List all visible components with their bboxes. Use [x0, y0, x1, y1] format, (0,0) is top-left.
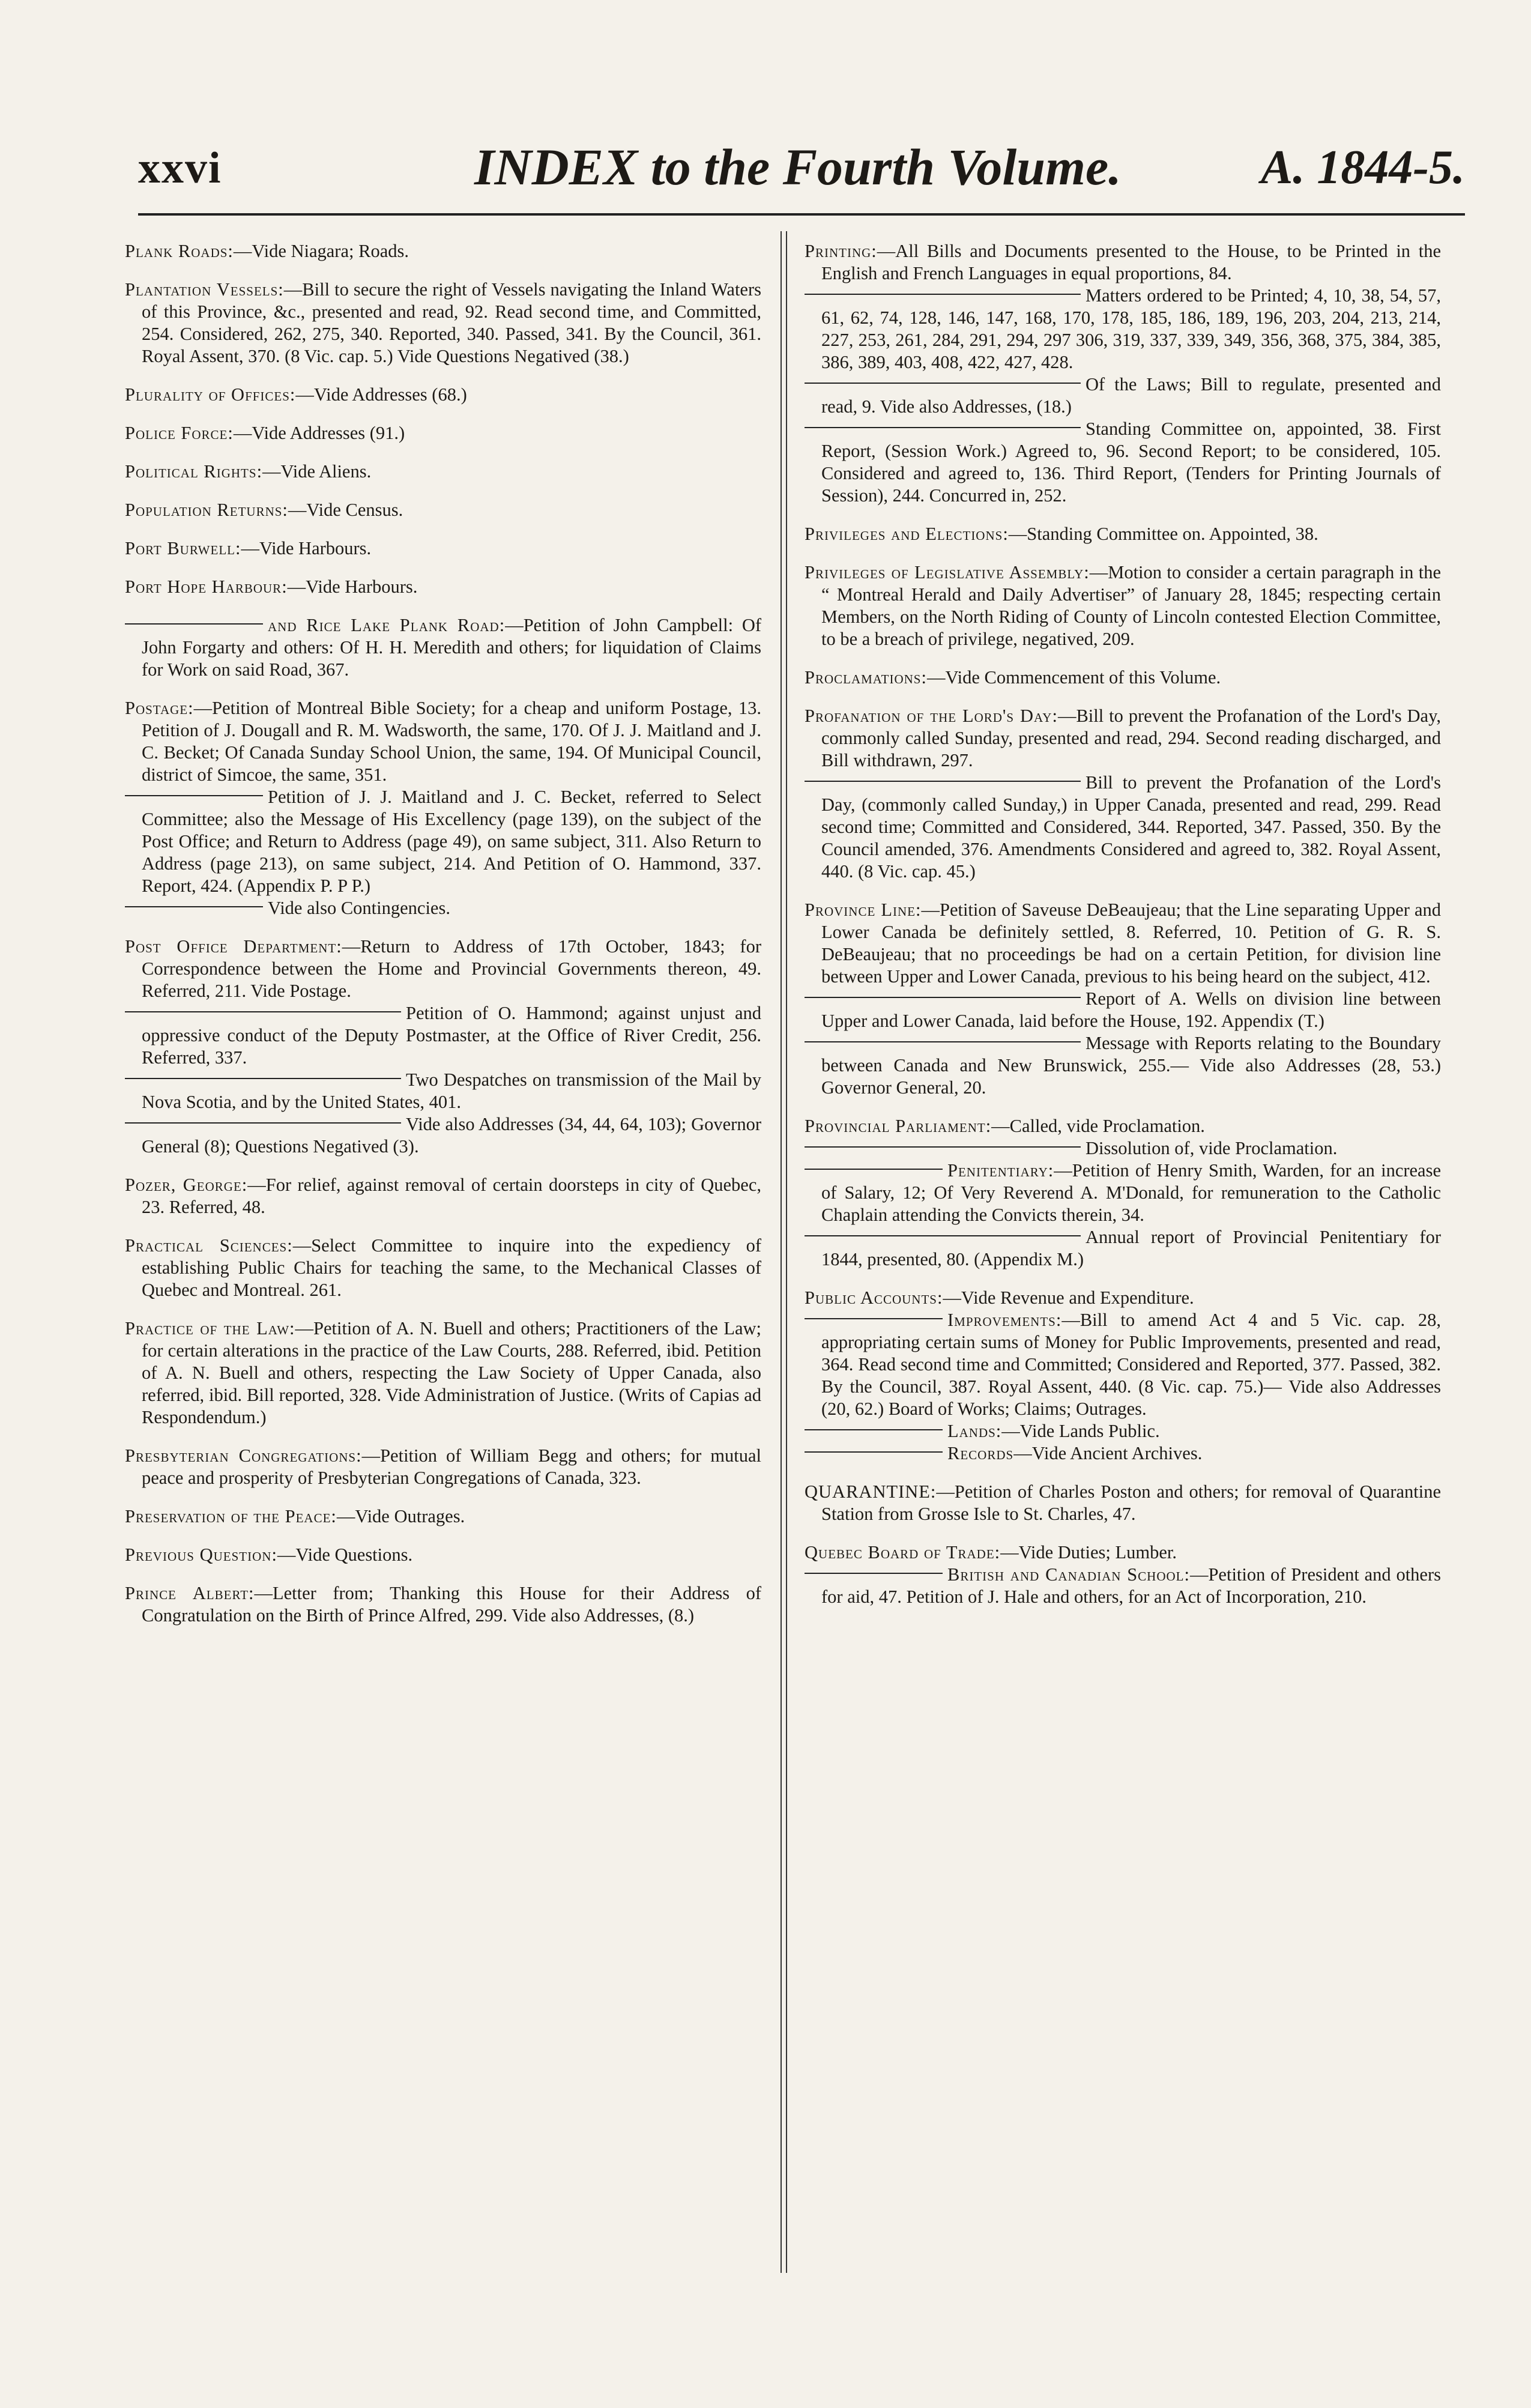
entry-text: —Petition of Charles Poston and others; for removal of Quarantine Station from Grosse Isle to St. Charles, 47. — [821, 1481, 1441, 1524]
index-entry — [805, 285, 1441, 374]
entry-text: —Vide Ancient Archives. — [1013, 1443, 1203, 1463]
entry-text: —Vide Harbours. — [287, 576, 418, 597]
entry-text: Standing Committee on, appointed, 38. First Report, (Session Work.) Agreed to, 96. Second Report; to be considered, 105. Considered and agreed to, 136. Third Report, (Tenders for Printing Journals of Session), 244. Concurred in, 252. — [821, 419, 1441, 506]
ditto-rule — [805, 1573, 943, 1580]
entry-heading: Penitentiary: — [947, 1160, 1054, 1181]
ditto-rule — [805, 997, 1081, 1004]
entry-text: —Bill to secure the right of Vessels navigating the Inland Waters of this Province, &c., presented and read, 92. Read second time, and Committed, 254. Considered, 262, 275, 340. Reported, 340. Passed, 341. By the Council, 361. Royal Assent, 370. (8 Vic. cap. 5.) Vide Questions Negatived (38.) — [142, 279, 761, 366]
ditto-rule — [805, 1169, 943, 1176]
index-entry — [805, 1442, 1441, 1465]
entry-heading: QUARANTINE: — [805, 1481, 937, 1502]
entry-text: Report of A. Wells on division line between Upper and Lower Canada, laid before the House, 192. Appendix (T.) — [821, 988, 1441, 1031]
entry-text: —Vide Niagara; Roads. — [233, 241, 409, 261]
index-entry — [125, 499, 761, 521]
right-column — [805, 240, 1441, 1624]
entry-heading: Improvements: — [947, 1310, 1062, 1330]
index-entry — [805, 1032, 1441, 1099]
entry-text: —Vide Revenue and Expenditure. — [943, 1287, 1194, 1308]
entry-text: —Petition of A. N. Buell and others; Practitioners of the Law; for certain alterations in the practice of the Law Courts, 288. Referred, ibid. Petition of A. N. Buell and others, respecting the Law Society of Upper Canada, also referred, ibid. Bill reported, 328. Vide Administration of Justice. (Writs of Capias ad Respondendum.) — [142, 1318, 761, 1427]
index-entry — [125, 240, 761, 262]
index-entry — [125, 422, 761, 444]
ditto-rule — [125, 1078, 401, 1085]
ditto-rule — [125, 623, 263, 631]
entry-text: —Return to Address of 17th October, 1843; for Correspondence between the Home and Provincial Governments thereon, 49. Referred, 211. Vide Postage. — [142, 936, 761, 1001]
entry-text: —Vide Aliens. — [262, 461, 372, 482]
entry-heading: Pozer, George: — [125, 1175, 248, 1195]
left-column — [125, 240, 761, 1643]
index-entry — [805, 705, 1441, 772]
entry-heading: and Rice Lake Plank Road: — [268, 615, 506, 635]
entry-text: —Vide Outrages. — [336, 1506, 465, 1526]
index-entry — [805, 1481, 1441, 1525]
page-header — [138, 137, 1465, 203]
entry-heading: Public Accounts: — [805, 1287, 943, 1308]
index-entry — [805, 899, 1441, 988]
index-entry — [125, 1505, 761, 1528]
entry-heading: Practice of the Law: — [125, 1318, 295, 1339]
index-entry — [805, 1115, 1441, 1137]
entry-heading: Privileges and Elections: — [805, 524, 1009, 544]
entry-text: Of the Laws; Bill to regulate, presented and read, 9. Vide also Addresses, (18.) — [821, 374, 1441, 417]
entry-text: —Vide Addresses (68.) — [295, 384, 467, 405]
entry-text: Vide also Contingencies. — [268, 898, 450, 918]
index-entry — [125, 786, 761, 897]
entry-text: Matters ordered to be Printed; 4, 10, 38, 54, 57, 61, 62, 74, 128, 146, 147, 168, 170, 178, 185, 186, 189, 196, 203, 204, 213, 214, 227, 253, 261, 284, 291, 294, 297 306, 319, 337, 339, 349, 356, 368, 375, 384, 385, 386, 389, 403, 408, 422, 427, 428. — [821, 285, 1441, 372]
index-entry — [125, 1544, 761, 1566]
index-entry — [125, 897, 761, 919]
entry-text: —Vide Duties; Lumber. — [1000, 1542, 1177, 1562]
index-entry — [125, 1582, 761, 1627]
index-entry — [125, 936, 761, 1002]
entry-text: Two Despatches on transmission of the Mail by Nova Scotia, and by the United States, 401. — [142, 1069, 761, 1112]
index-entry — [805, 1564, 1441, 1608]
entry-heading: Provincial Parliament: — [805, 1116, 992, 1136]
entry-heading: Presbyterian Congregations: — [125, 1445, 362, 1466]
ditto-rule — [805, 1041, 1081, 1048]
index-entry — [125, 1235, 761, 1301]
index-entry — [805, 1137, 1441, 1160]
volume-year: A. 1844-5. — [1261, 141, 1465, 194]
entry-heading: Previous Question: — [125, 1544, 277, 1565]
entry-heading: Practical Sciences: — [125, 1235, 293, 1256]
ditto-rule — [125, 1011, 401, 1018]
index-entry — [805, 561, 1441, 650]
index-entry — [125, 576, 761, 598]
entry-text: —Vide Lands Public. — [1001, 1421, 1160, 1441]
entry-heading: Post Office Department: — [125, 936, 342, 957]
entry-text: —Vide Questions. — [277, 1544, 413, 1565]
ditto-rule — [805, 294, 1081, 301]
entry-text: —For relief, against removal of certain doorsteps in city of Quebec, 23. Referred, 48. — [142, 1175, 761, 1217]
entry-heading: Records — [947, 1443, 1014, 1463]
entry-text: Vide also Addresses (34, 44, 64, 103); Governor General (8); Questions Negatived (3). — [142, 1114, 761, 1157]
index-entry — [125, 1069, 761, 1113]
index-entry — [125, 279, 761, 368]
index-entry — [805, 1309, 1441, 1420]
index-entry — [805, 772, 1441, 883]
ditto-rule — [125, 906, 263, 913]
entry-text: —Vide Commencement of this Volume. — [926, 667, 1221, 688]
entry-heading: British and Canadian School: — [947, 1564, 1190, 1585]
entry-heading: Profanation of the Lord's Day: — [805, 706, 1058, 726]
entry-heading: Proclamations: — [805, 667, 927, 688]
ditto-rule — [805, 1451, 943, 1459]
entry-text: —Letter from; Thanking this House for their Address of Congratulation on the Birth of Prince Alfred, 299. Vide also Addresses, (8.) — [142, 1583, 761, 1626]
entry-heading: Privileges of Legislative Assembly: — [805, 562, 1090, 582]
entry-text: —Petition of John Campbell: Of John Forgarty and others: Of H. H. Meredith and others; for liquidation of Claims for Work on said Road, 367. — [142, 615, 762, 680]
index-entry — [805, 1160, 1441, 1226]
entry-text: —Petition of William Begg and others; for mutual peace and prosperity of Presbyterian Congregations of Canada, 323. — [142, 1445, 761, 1488]
entry-heading: Plantation Vessels: — [125, 279, 284, 300]
ditto-rule — [805, 1235, 1081, 1242]
entry-text: —Standing Committee on. Appointed, 38. — [1008, 524, 1318, 544]
index-entry — [125, 1174, 761, 1218]
entry-heading: Political Rights: — [125, 461, 263, 482]
entry-heading: Police Force: — [125, 423, 234, 443]
entry-text: —All Bills and Documents presented to the House, to be Printed in the English and French Languages in equal proportions, 84. — [821, 241, 1441, 283]
index-entry — [805, 1420, 1441, 1442]
entry-text: Bill to prevent the Profanation of the Lord's Day, (commonly called Sunday,) in Upper Canada, presented and read, 299. Read second time; Committed and Considered, 344. Reported, 347. Passed, 350. By the Council amended, 376. Amendments Considered and agreed to, 382. Royal Assent, 440. (8 Vic. cap. 45.) — [821, 772, 1441, 882]
index-entry — [125, 1113, 761, 1158]
entry-text: —Bill to prevent the Profanation of the Lord's Day, commonly called Sunday, presented and read, 294. Second reading discharged, and Bill withdrawn, 297. — [821, 706, 1441, 770]
ditto-rule — [805, 1146, 1081, 1154]
entry-heading: Province Line: — [805, 900, 922, 920]
page-title: INDEX to the Fourth Volume. — [474, 138, 1122, 196]
index-entry — [125, 1317, 761, 1429]
entry-text: Message with Reports relating to the Boundary between Canada and New Brunswick, 255.— Vide also Addresses (28, 53.) Governor General, 20. — [821, 1033, 1441, 1098]
header-rule — [138, 213, 1465, 216]
index-entry — [805, 1287, 1441, 1309]
index-entry — [805, 988, 1441, 1032]
ditto-rule — [805, 427, 1081, 434]
index-entry — [805, 1226, 1441, 1271]
entry-heading: Preservation of the Peace: — [125, 1506, 337, 1526]
entry-heading: Plurality of Offices: — [125, 384, 296, 405]
ditto-rule — [125, 795, 263, 802]
entry-text: —Bill to amend Act 4 and 5 Vic. cap. 28, appropriating certain sums of Money for Public Improvements, presented and read, 364. Read second time and Committed; Considered and Reported, 377. Passed, 382. By the Council, 387. Royal Assent, 440. (8 Vic. cap. 75.)— Vide also Addresses (20, 62.) Board of Works; Claims; Outrages. — [821, 1310, 1441, 1419]
index-entry — [125, 461, 761, 483]
index-entry — [125, 537, 761, 560]
index-entry — [805, 240, 1441, 285]
entry-heading: Postage: — [125, 698, 194, 718]
index-entry — [125, 384, 761, 406]
entry-heading: Prince Albert: — [125, 1583, 255, 1603]
entry-text: Petition of O. Hammond; against unjust and oppressive conduct of the Deputy Postmaster, at the Office of River Credit, 256. Referred, 337. — [142, 1003, 761, 1068]
ditto-rule — [805, 1429, 943, 1436]
entry-text: —Petition of Montreal Bible Society; for a cheap and uniform Postage, 13. Petition of J. Dougall and R. M. Wadsworth, the same, 170. Of J. J. Maitland and J. C. Becket; Of Canada Sunday School Union, the same, 194. Of Municipal Council, district of Simcoe, the same, 351. — [142, 698, 761, 785]
entry-heading: Port Hope Harbour: — [125, 576, 288, 597]
page-number: xxvi — [138, 144, 222, 193]
entry-heading: Port Burwell: — [125, 538, 241, 558]
entry-text: —Select Committee to inquire into the expediency of establishing Public Chairs for teaching the same, to the Mechanical Classes of Quebec and Montreal. 261. — [142, 1235, 762, 1300]
entry-text: —Motion to consider a certain paragraph in the “ Montreal Herald and Daily Advertiser” of January 28, 1845; respecting certain Members, on the North Riding of County of Lincoln contested Election Committee, to be a breach of privilege, negatived, 209. — [821, 562, 1441, 649]
entry-text: —Vide Census. — [288, 500, 403, 520]
entry-text: Dissolution of, vide Proclamation. — [1086, 1138, 1338, 1158]
entry-text: —Vide Harbours. — [241, 538, 372, 558]
index-entry — [805, 374, 1441, 418]
ditto-rule — [805, 1318, 943, 1325]
ditto-rule — [125, 1122, 401, 1130]
entry-text: —Petition of Henry Smith, Warden, for an increase of Salary, 12; Of Very Reverend A. M'Donald, for remuneration to the Catholic Chaplain attending the Convicts therein, 34. — [821, 1160, 1441, 1225]
column-divider — [781, 231, 787, 2273]
entry-text: —Petition of Saveuse DeBeaujeau; that the Line separating Upper and Lower Canada be definitely settled, 8. Referred, 10. Petition of G. R. S. DeBeaujeau; that no proceedings be had on a certain Petition, for division line between Upper and Lower Canada, previous to his being heard on the subject, 412. — [821, 900, 1442, 987]
ditto-rule — [805, 383, 1081, 390]
entry-text: —Called, vide Proclamation. — [991, 1116, 1205, 1136]
entry-heading: Plank Roads: — [125, 241, 234, 261]
entry-heading: Population Returns: — [125, 500, 288, 520]
index-entry — [125, 1445, 761, 1489]
entry-text: Annual report of Provincial Penitentiary for 1844, presented, 80. (Appendix M.) — [821, 1227, 1441, 1269]
entry-heading: Quebec Board of Trade: — [805, 1542, 1001, 1562]
index-entry — [805, 667, 1441, 689]
ditto-rule — [805, 781, 1081, 788]
index-entry — [125, 697, 761, 786]
index-entry — [805, 418, 1441, 507]
entry-heading: Printing: — [805, 241, 877, 261]
index-entry — [805, 1541, 1441, 1564]
index-entry — [805, 523, 1441, 545]
entry-text: Petition of J. J. Maitland and J. C. Becket, referred to Select Committee; also the Message of His Excellency (page 139), on the subject of the Post Office; and Return to Address (page 49), on same subject, 311. Also Return to Address (page 213), on same subject, 214. And Petition of O. Hammond, 337. Report, 424. (Appendix P. P P.) — [142, 787, 761, 896]
entry-text: —Vide Addresses (91.) — [233, 423, 405, 443]
entry-heading: Lands: — [947, 1421, 1002, 1441]
entry-text: —Petition of President and others for aid, 47. Petition of J. Hale and others, for an Act of Incorporation, 210. — [821, 1564, 1441, 1607]
index-entry — [125, 1002, 761, 1069]
index-entry — [125, 614, 761, 681]
